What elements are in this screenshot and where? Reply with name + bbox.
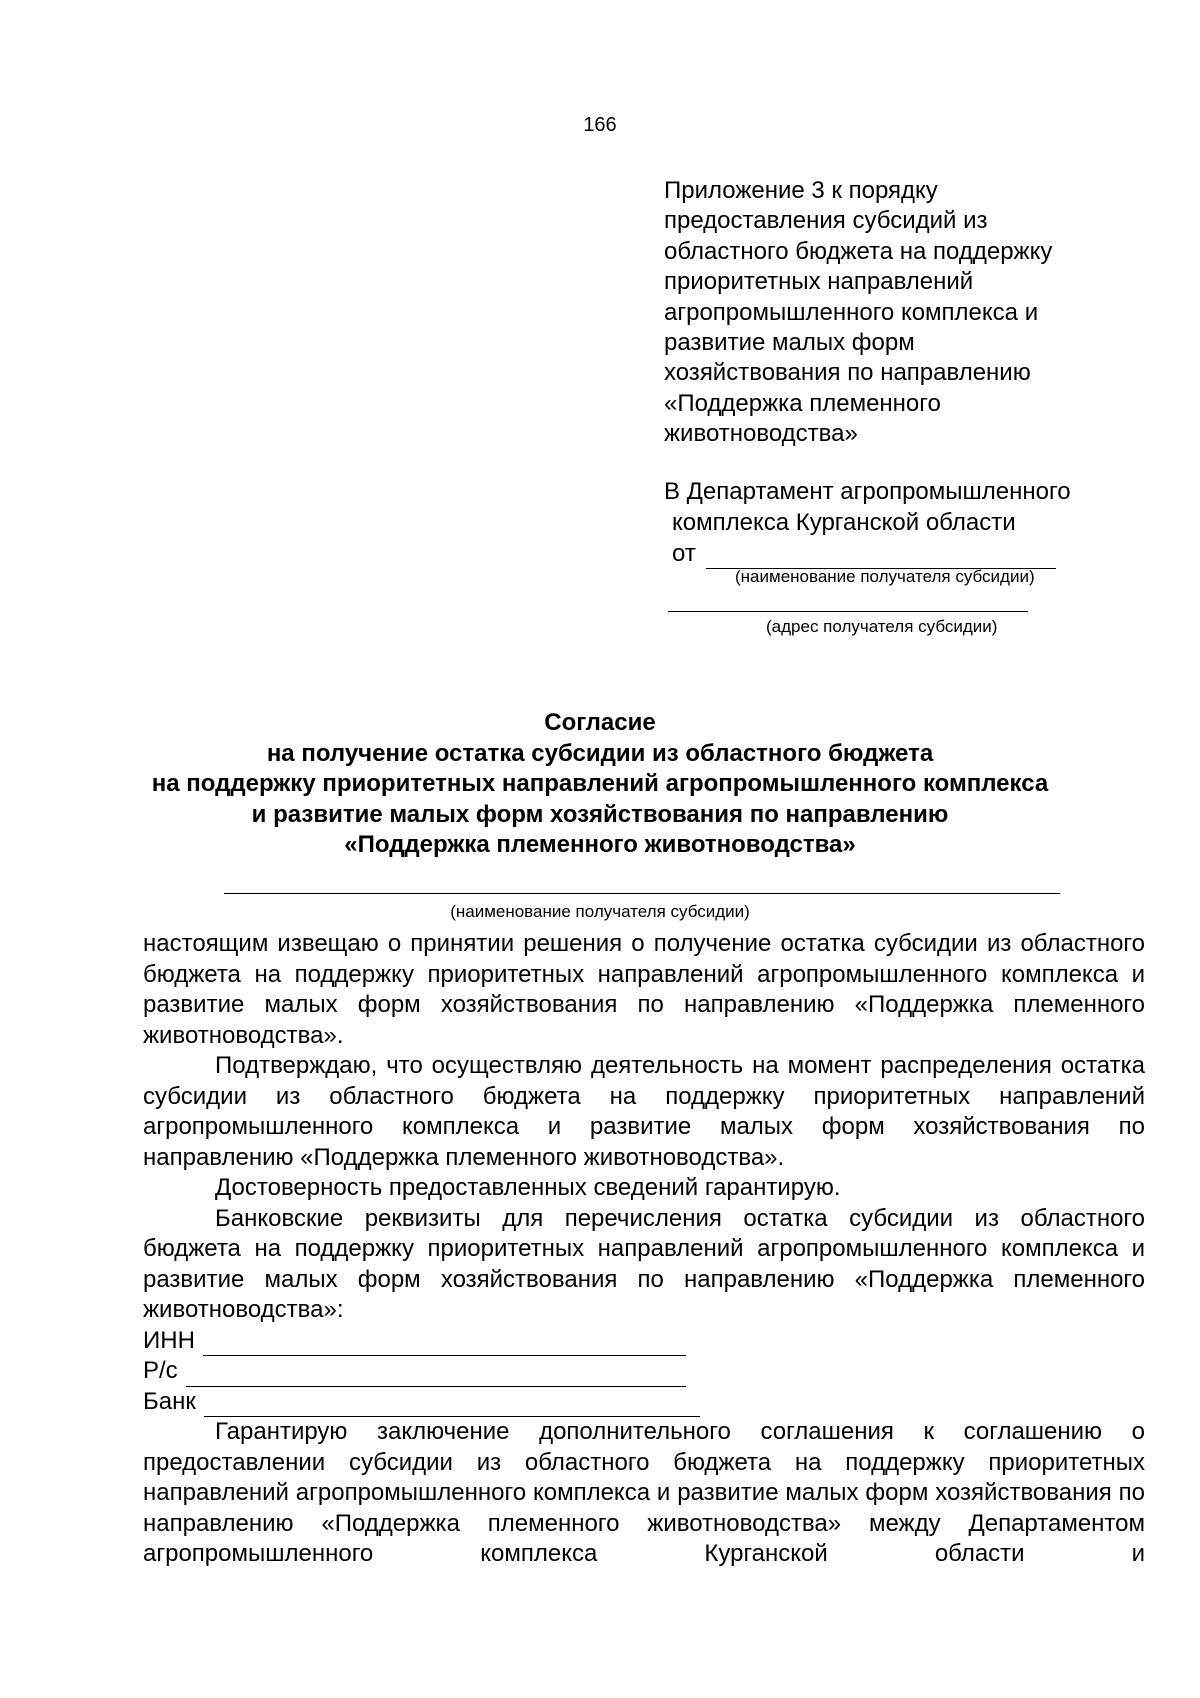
from-row (664, 538, 1134, 569)
appendix-line: «Поддержка племенного (664, 389, 941, 417)
appendix-line: областного бюджета на поддержку (664, 237, 1053, 265)
account-blank[interactable] (186, 1364, 686, 1387)
title-line: «Поддержка племенного животноводства» (344, 831, 856, 858)
bank-blank[interactable] (204, 1394, 700, 1417)
addressee-line-2: комплекса Курганской области (672, 509, 1016, 536)
inn-blank[interactable] (203, 1333, 686, 1356)
bank-row (143, 1387, 1145, 1418)
title-line: Согласие (544, 709, 656, 736)
appendix-note (664, 176, 1104, 450)
appendix-line: животноводства» (664, 420, 858, 448)
recipient-name-hint: (наименование получателя субсидии) (450, 902, 750, 921)
recipient-name-blank[interactable] (224, 893, 1060, 894)
appendix-line: приоритетных направлений (664, 268, 974, 296)
page-number: 166 (583, 114, 617, 136)
sender-address-hint: (адрес получателя субсидии) (766, 617, 998, 636)
appendix-line: развитие малых форм (664, 329, 915, 357)
addressee-block (664, 476, 1134, 569)
appendix-line: хозяйствования по направлению (664, 359, 1031, 387)
body-paragraph-4: Банковские реквизиты для перечисления остатка субсидии из областного бюджета на поддержку приоритетных направлений агропромышленного комплекса и развитие малых форм хозяйствования по направлению «Поддержка племенного животноводства»: (143, 1204, 1145, 1323)
account-row (143, 1356, 1145, 1387)
sender-name-hint: (наименование получателя субсидии) (735, 567, 1035, 586)
document-body (143, 929, 1145, 1570)
addressee-line-1: В Департамент агропромышленного (664, 478, 1071, 505)
title-line: на получение остатка субсидии из областного бюджета (266, 739, 934, 767)
document-title (0, 708, 1200, 861)
body-paragraph-5: Гарантирую заключение дополнительного соглашения к соглашению о предоставлении субсидии из областного бюджета на поддержку приоритетных направлений агропромышленного комплекса и развитие малых форм хозяйствования по направлению «Поддержка племенного животноводства» между Департаментом агропромышленного комплекса Курганской области и (143, 1418, 1145, 1567)
account-label: Р/с (143, 1357, 178, 1384)
appendix-line: Приложение 3 к порядку (664, 177, 938, 204)
from-label: от (672, 540, 696, 567)
body-paragraph-2: Подтверждаю, что осуществляю деятельность на момент распределения остатка субсидии из областного бюджета на поддержку приоритетных направлений агропромышленного комплекса и развитие малых форм хозяйствования по направлению «Поддержка племенного животноводства». (143, 1052, 1145, 1171)
title-line: и развитие малых форм хозяйствования по направлению (251, 800, 949, 828)
body-paragraph-3: Достоверность предоставленных сведений гарантирую. (215, 1174, 841, 1201)
sender-address-blank[interactable] (668, 611, 1028, 612)
body-paragraph-1: настоящим извещаю о принятии решения о получение остатка субсидии из областного бюджета на поддержку приоритетных направлений агропромышленного комплекса и развитие малых форм хозяйствования по направлению «Поддержка племенного животноводства». (143, 930, 1145, 1049)
appendix-line: агропромышленного комплекса и (664, 298, 1039, 326)
title-line: на поддержку приоритетных направлений агропромышленного комплекса (151, 770, 1049, 797)
bank-label: Банк (143, 1387, 196, 1415)
sender-name-blank[interactable] (706, 546, 1056, 569)
appendix-line: предоставления субсидий из (664, 207, 988, 235)
inn-row (143, 1326, 1145, 1357)
inn-label: ИНН (143, 1326, 195, 1354)
